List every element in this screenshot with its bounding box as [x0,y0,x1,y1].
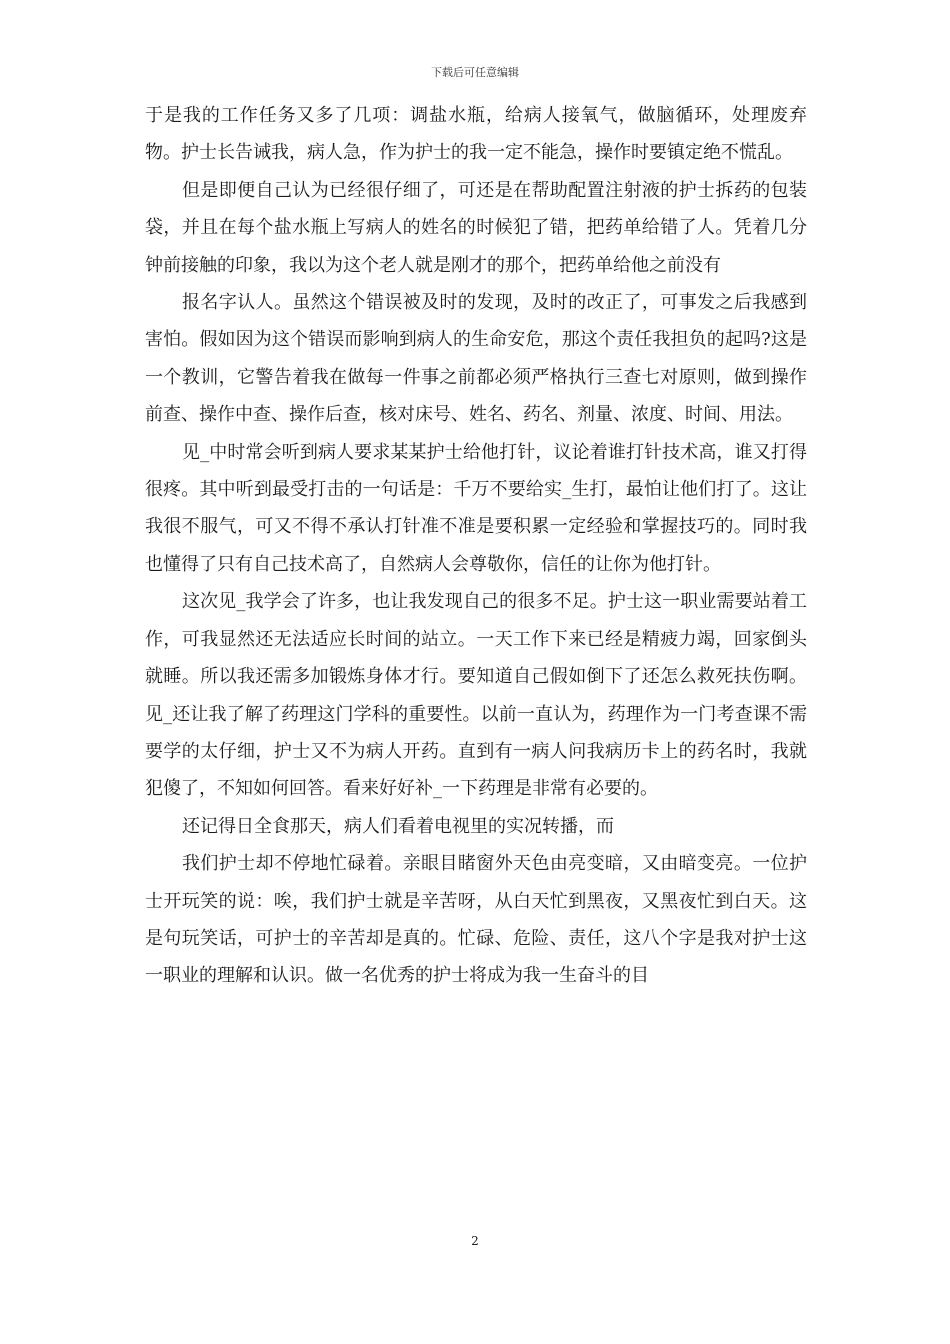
paragraph-5: 这次见_我学会了许多，也让我发现自己的很多不足。护士这一职业需要站着工作，可我显然还无法适应长时间的站立。一天工作下来已经是精疲力竭，回家倒头就睡。所以我还需多加锻炼身体才行。要知道自己假如倒下了还怎么救死扶伤啊。见_还让我了解了药理这门学科的重要性。以前一直认为，药理作为一门考查课不需要学的太仔细，护士又不为病人开药。直到有一病人问我病历卡上的药名时，我就犯傻了，不知如何回答。看来好好补_一下药理是非常有必要的。 [145,591,807,800]
paragraph-6: 还记得日全食那天，病人们看着电视里的实况转播，而 [182,815,614,837]
paragraph-2: 但是即便自己认为已经很仔细了，可还是在帮助配置注射液的护士拆药的包装袋，并且在每个盐水瓶上写病人的姓名的时候犯了错，把药单给错了人。凭着几分钟前接触的印象，我以为这个老人就是刚才的那个，把药单给他之前没有 [145,179,807,276]
paragraph-3: 报名字认人。虽然这个错误被及时的发现，及时的改正了，可事发之后我感到害怕。假如因为这个错误而影响到病人的生命安危，那这个责任我担负的起吗?这是一个教训，它警告着我在做每一件事之前都必须严格执行三查七对原则，做到操作前查、操作中查、操作后查，核对床号、姓名、药名、剂量、浓度、时间、用法。 [145,292,807,426]
page-header: 下载后可任意编辑 [431,66,519,79]
paragraph-7: 我们护士却不停地忙碌着。亲眼目睹窗外天色由亮变暗，又由暗变亮。一位护士开玩笑的说：唉，我们护士就是辛苦呀，从白天忙到黑夜，又黑夜忙到白天。这是句玩笑话，可护士的辛苦却是真的。忙碌、危险、责任，这八个字是我对护士这一职业的理解和认识。做一名优秀的护士将成为我一生奋斗的目 [145,853,807,987]
document-body [145,97,807,995]
paragraph-1: 于是我的工作任务又多了几项：调盐水瓶，给病人接氧气，做脑循环，处理废弃物。护士长告诫我，病人急，作为护士的我一定不能急，操作时要镇定绝不慌乱。 [145,105,807,164]
page-number: 2 [471,1234,479,1248]
paragraph-4: 见_中时常会听到病人要求某某护士给他打针，议论着谁打针技术高，谁又打得很疼。其中听到最受打击的一句话是：千万不要给实_生打，最怕让他们打了。这让我很不服气，可又不得不承认打针准不准是要积累一定经验和掌握技巧的。同时我也懂得了只有自己技术高了，自然病人会尊敬你，信任的让你为他打针。 [145,441,807,575]
